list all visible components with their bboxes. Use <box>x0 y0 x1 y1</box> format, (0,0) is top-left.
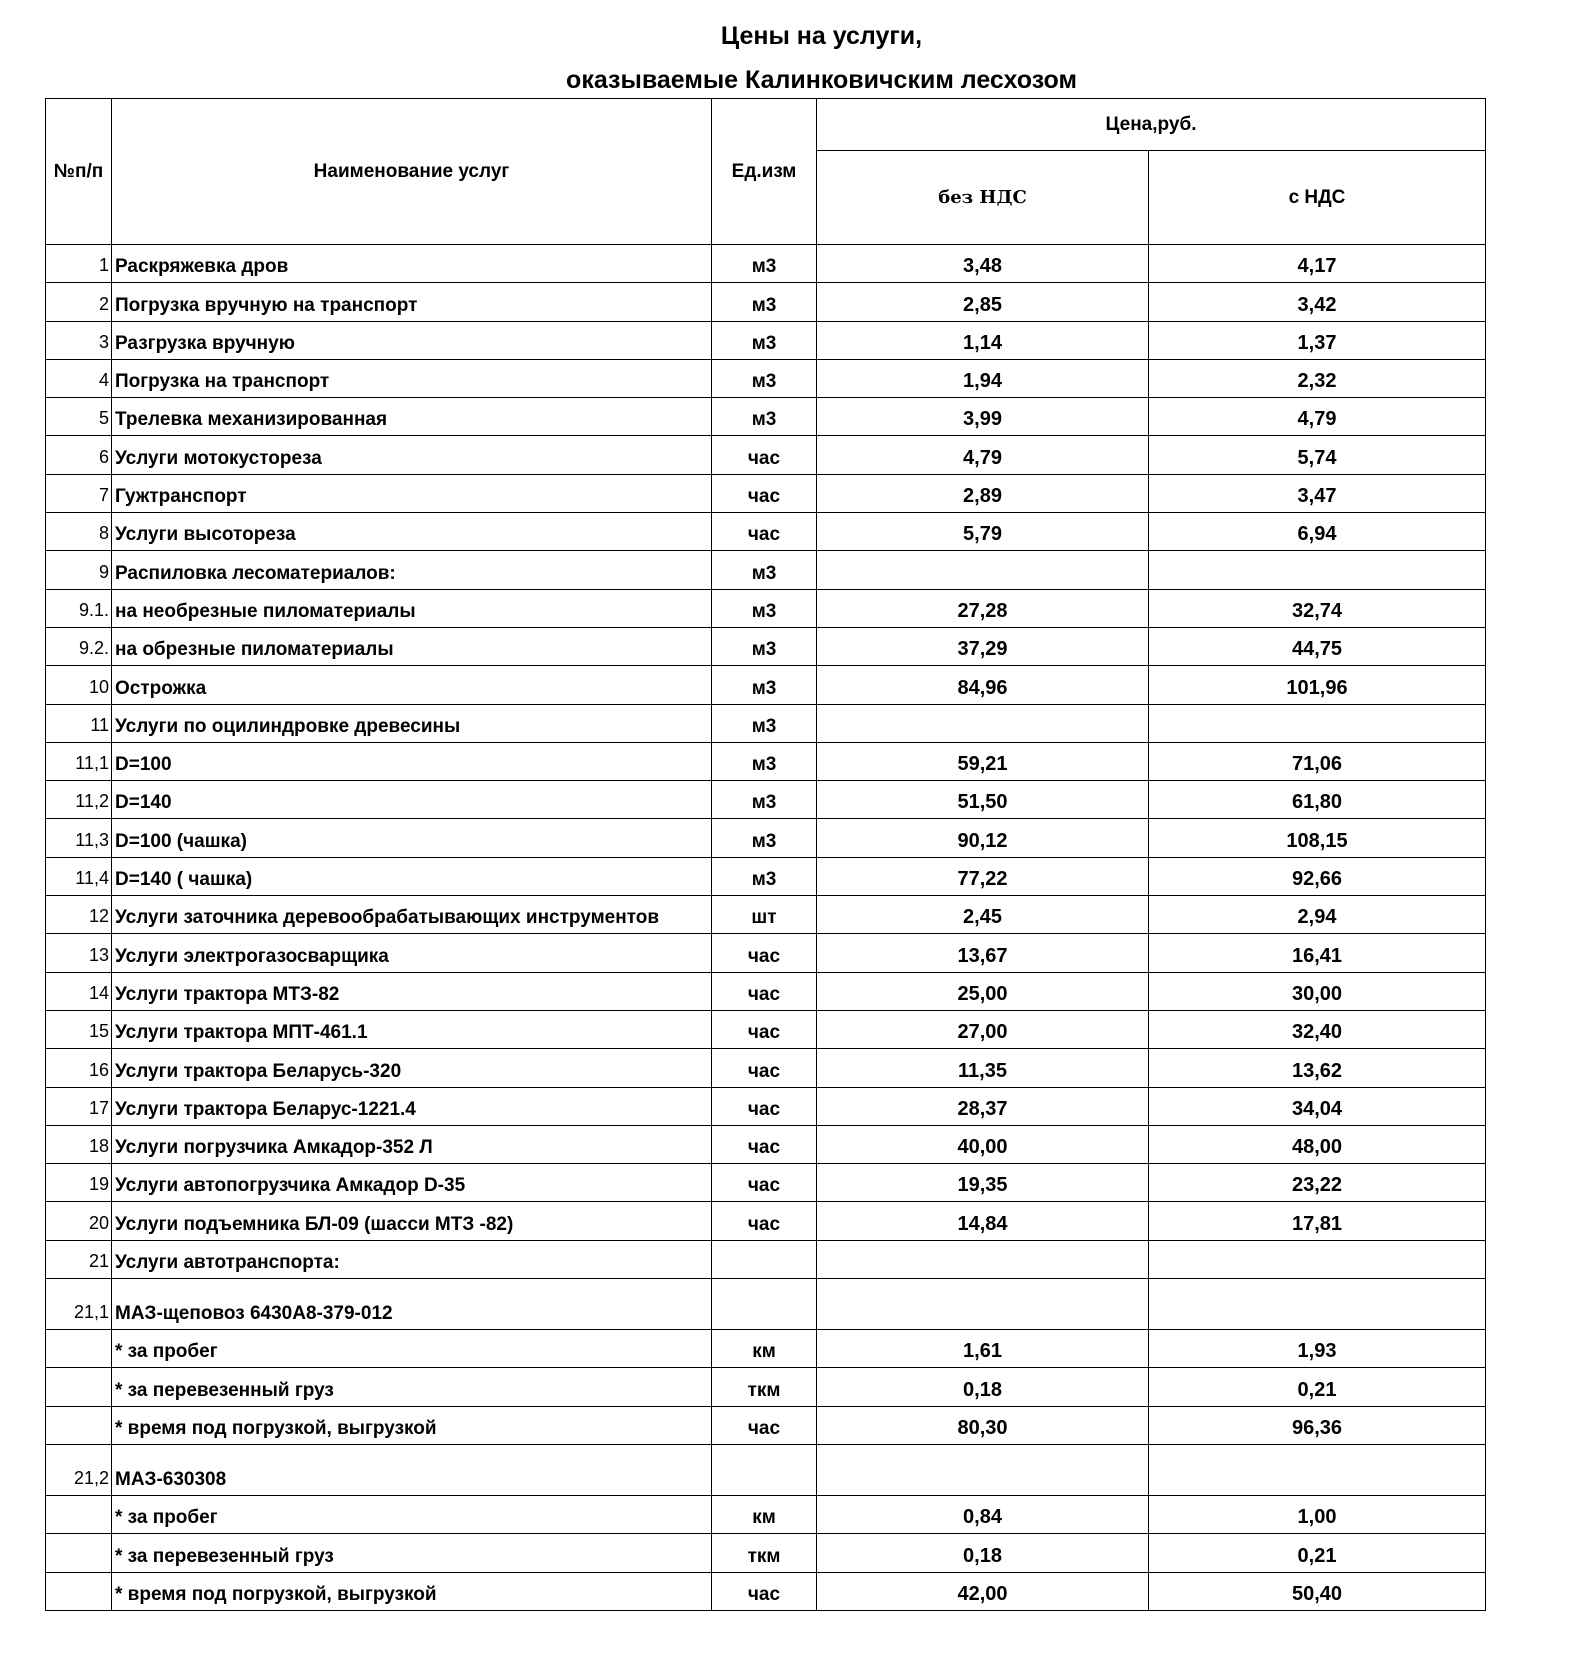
row-price-no-vat: 59,21 <box>817 742 1149 780</box>
row-number: 17 <box>46 1087 112 1125</box>
row-number: 11 <box>46 704 112 742</box>
row-unit: км <box>712 1495 817 1533</box>
row-name: * время под погрузкой, выгрузкой <box>112 1572 712 1610</box>
row-price-no-vat: 14,84 <box>817 1202 1149 1240</box>
row-price-no-vat: 37,29 <box>817 627 1149 665</box>
row-name: Гужтранспорт <box>112 474 712 512</box>
row-unit: час <box>712 474 817 512</box>
row-price-with-vat: 32,40 <box>1149 1010 1486 1048</box>
row-number: 1 <box>46 245 112 283</box>
row-unit: м3 <box>712 742 817 780</box>
row-name: Раскряжевка дров <box>112 245 712 283</box>
row-price-with-vat: 3,42 <box>1149 283 1486 321</box>
row-unit: м3 <box>712 666 817 704</box>
row-price-no-vat: 0,84 <box>817 1495 1149 1533</box>
row-price-with-vat: 92,66 <box>1149 857 1486 895</box>
table-row <box>46 857 1486 895</box>
table-row <box>46 1368 1486 1406</box>
row-price-with-vat: 17,81 <box>1149 1202 1486 1240</box>
row-number: 8 <box>46 513 112 551</box>
row-number: 21,2 <box>46 1444 112 1495</box>
row-price-with-vat: 101,96 <box>1149 666 1486 704</box>
row-price-no-vat: 0,18 <box>817 1368 1149 1406</box>
row-number: 14 <box>46 972 112 1010</box>
row-price-no-vat: 28,37 <box>817 1087 1149 1125</box>
row-number: 15 <box>46 1010 112 1048</box>
row-name: D=100 <box>112 742 712 780</box>
header-unit: Ед.изм <box>712 99 817 245</box>
table-row <box>46 1049 1486 1087</box>
row-number: 9 <box>46 551 112 589</box>
row-unit: м3 <box>712 781 817 819</box>
row-number: 21 <box>46 1240 112 1278</box>
row-price-with-vat: 6,94 <box>1149 513 1486 551</box>
row-name: D=100 (чашка) <box>112 819 712 857</box>
page-title: Цены на услуги, <box>720 22 923 50</box>
table-row <box>46 1330 1486 1368</box>
row-number: 21,1 <box>46 1279 112 1330</box>
row-name: на обрезные пиломатериалы <box>112 627 712 665</box>
row-unit: м3 <box>712 359 817 397</box>
table-row <box>46 1495 1486 1533</box>
table-row <box>46 359 1486 397</box>
row-price-no-vat: 25,00 <box>817 972 1149 1010</box>
table-row <box>46 1572 1486 1610</box>
table-row <box>46 474 1486 512</box>
row-number: 11,3 <box>46 819 112 857</box>
row-price-with-vat <box>1149 1240 1486 1278</box>
row-unit: км <box>712 1330 817 1368</box>
row-name: Услуги заточника деревообрабатывающих инструментов <box>112 896 712 934</box>
row-price-with-vat: 16,41 <box>1149 934 1486 972</box>
row-name: Услуги электрогазосварщика <box>112 934 712 972</box>
header-no-vat: без НДС <box>817 151 1149 245</box>
row-price-with-vat <box>1149 551 1486 589</box>
row-number: 6 <box>46 436 112 474</box>
table-row <box>46 436 1486 474</box>
row-price-with-vat: 1,00 <box>1149 1495 1486 1533</box>
row-unit: час <box>712 1164 817 1202</box>
row-price-no-vat: 4,79 <box>817 436 1149 474</box>
row-unit: час <box>712 934 817 972</box>
row-price-no-vat: 5,79 <box>817 513 1149 551</box>
row-unit: час <box>712 972 817 1010</box>
row-price-with-vat: 5,74 <box>1149 436 1486 474</box>
row-price-with-vat: 96,36 <box>1149 1406 1486 1444</box>
table-row <box>46 1125 1486 1163</box>
row-number: 2 <box>46 283 112 321</box>
row-unit: ткм <box>712 1368 817 1406</box>
row-name: * за пробег <box>112 1495 712 1533</box>
header-with-vat: с НДС <box>1149 151 1486 245</box>
row-name: Услуги подъемника БЛ-09 (шасси МТЗ -82) <box>112 1202 712 1240</box>
row-name: Острожка <box>112 666 712 704</box>
row-unit <box>712 1444 817 1495</box>
table-row <box>46 321 1486 359</box>
row-price-no-vat: 11,35 <box>817 1049 1149 1087</box>
row-price-no-vat: 3,48 <box>817 245 1149 283</box>
table-row <box>46 245 1486 283</box>
table-row <box>46 1279 1486 1330</box>
row-unit: час <box>712 1572 817 1610</box>
row-price-with-vat: 108,15 <box>1149 819 1486 857</box>
row-price-no-vat: 80,30 <box>817 1406 1149 1444</box>
row-unit: час <box>712 436 817 474</box>
row-number <box>46 1330 112 1368</box>
row-number: 9.1. <box>46 589 112 627</box>
row-price-with-vat <box>1149 704 1486 742</box>
row-name: D=140 ( чашка) <box>112 857 712 895</box>
table-row <box>46 1164 1486 1202</box>
row-price-with-vat: 2,94 <box>1149 896 1486 934</box>
row-name: Погрузка на транспорт <box>112 359 712 397</box>
row-name: * время под погрузкой, выгрузкой <box>112 1406 712 1444</box>
row-number <box>46 1495 112 1533</box>
row-number <box>46 1406 112 1444</box>
row-unit: м3 <box>712 283 817 321</box>
row-number: 3 <box>46 321 112 359</box>
row-name: * за перевезенный груз <box>112 1368 712 1406</box>
price-table <box>45 98 1486 1611</box>
table-row <box>46 666 1486 704</box>
row-number: 12 <box>46 896 112 934</box>
row-name: Услуги мотокустореза <box>112 436 712 474</box>
row-name: D=140 <box>112 781 712 819</box>
row-name: Услуги трактора Беларусь-320 <box>112 1049 712 1087</box>
row-price-with-vat: 4,79 <box>1149 398 1486 436</box>
row-name: Услуги автотранспорта: <box>112 1240 712 1278</box>
row-unit: м3 <box>712 398 817 436</box>
row-unit: м3 <box>712 819 817 857</box>
row-price-with-vat: 32,74 <box>1149 589 1486 627</box>
row-price-with-vat <box>1149 1444 1486 1495</box>
table-row <box>46 742 1486 780</box>
row-price-no-vat: 40,00 <box>817 1125 1149 1163</box>
row-price-with-vat: 48,00 <box>1149 1125 1486 1163</box>
row-price-with-vat: 3,47 <box>1149 474 1486 512</box>
row-number: 13 <box>46 934 112 972</box>
row-name: * за перевезенный груз <box>112 1534 712 1572</box>
row-number: 9.2. <box>46 627 112 665</box>
row-name: Услуги высотореза <box>112 513 712 551</box>
row-price-no-vat: 84,96 <box>817 666 1149 704</box>
row-price-no-vat <box>817 704 1149 742</box>
row-price-no-vat: 19,35 <box>817 1164 1149 1202</box>
row-name: Распиловка лесоматериалов: <box>112 551 712 589</box>
row-unit: м3 <box>712 704 817 742</box>
row-number: 16 <box>46 1049 112 1087</box>
row-price-with-vat: 23,22 <box>1149 1164 1486 1202</box>
row-number <box>46 1368 112 1406</box>
table-row <box>46 1534 1486 1572</box>
row-name: Погрузка вручную на транспорт <box>112 283 712 321</box>
row-price-no-vat: 2,45 <box>817 896 1149 934</box>
row-unit: ткм <box>712 1534 817 1572</box>
row-price-no-vat: 1,14 <box>817 321 1149 359</box>
row-name: Трелевка механизированная <box>112 398 712 436</box>
table-row <box>46 704 1486 742</box>
table-row <box>46 627 1486 665</box>
row-price-no-vat: 27,00 <box>817 1010 1149 1048</box>
row-price-with-vat: 0,21 <box>1149 1534 1486 1572</box>
row-price-no-vat <box>817 1279 1149 1330</box>
row-unit: час <box>712 1087 817 1125</box>
row-price-no-vat: 3,99 <box>817 398 1149 436</box>
row-price-with-vat: 0,21 <box>1149 1368 1486 1406</box>
row-name: Услуги по оцилиндровке древесины <box>112 704 712 742</box>
row-price-no-vat: 90,12 <box>817 819 1149 857</box>
row-name: Услуги трактора МТЗ-82 <box>112 972 712 1010</box>
row-unit: м3 <box>712 321 817 359</box>
header-price: Цена,руб. <box>817 99 1486 151</box>
row-name: МАЗ-630308 <box>112 1444 712 1495</box>
row-unit: шт <box>712 896 817 934</box>
row-price-no-vat: 1,61 <box>817 1330 1149 1368</box>
row-name: * за пробег <box>112 1330 712 1368</box>
row-price-with-vat: 1,93 <box>1149 1330 1486 1368</box>
row-unit: час <box>712 1010 817 1048</box>
row-unit: м3 <box>712 627 817 665</box>
row-price-with-vat <box>1149 1279 1486 1330</box>
row-unit: м3 <box>712 245 817 283</box>
row-price-no-vat: 77,22 <box>817 857 1149 895</box>
table-row <box>46 1240 1486 1278</box>
row-price-no-vat: 51,50 <box>817 781 1149 819</box>
row-price-with-vat: 13,62 <box>1149 1049 1486 1087</box>
row-unit: час <box>712 1406 817 1444</box>
row-number <box>46 1534 112 1572</box>
row-unit: м3 <box>712 551 817 589</box>
row-price-with-vat: 1,37 <box>1149 321 1486 359</box>
header-no: №п/п <box>46 99 112 245</box>
row-price-with-vat: 61,80 <box>1149 781 1486 819</box>
row-price-no-vat: 42,00 <box>817 1572 1149 1610</box>
table-row <box>46 934 1486 972</box>
row-number: 10 <box>46 666 112 704</box>
row-unit: час <box>712 513 817 551</box>
row-number: 18 <box>46 1125 112 1163</box>
row-number: 20 <box>46 1202 112 1240</box>
table-row <box>46 1406 1486 1444</box>
row-price-no-vat: 1,94 <box>817 359 1149 397</box>
header-name: Наименование услуг <box>112 99 712 245</box>
table-row <box>46 819 1486 857</box>
row-unit: час <box>712 1125 817 1163</box>
row-price-no-vat <box>817 1240 1149 1278</box>
row-number: 19 <box>46 1164 112 1202</box>
row-price-with-vat: 30,00 <box>1149 972 1486 1010</box>
table-row <box>46 972 1486 1010</box>
row-name: Услуги трактора МПТ-461.1 <box>112 1010 712 1048</box>
row-number: 11,1 <box>46 742 112 780</box>
table-row <box>46 1202 1486 1240</box>
row-price-no-vat: 2,85 <box>817 283 1149 321</box>
row-number: 11,2 <box>46 781 112 819</box>
row-price-no-vat: 0,18 <box>817 1534 1149 1572</box>
table-row <box>46 1087 1486 1125</box>
row-number <box>46 1572 112 1610</box>
table-body <box>46 245 1486 1611</box>
row-name: на необрезные пиломатериалы <box>112 589 712 627</box>
row-unit: м3 <box>712 589 817 627</box>
table-row <box>46 896 1486 934</box>
row-price-with-vat: 71,06 <box>1149 742 1486 780</box>
row-unit: час <box>712 1049 817 1087</box>
table-row <box>46 551 1486 589</box>
page-subtitle: оказываемые Калинковичским лесхозом <box>566 66 1077 94</box>
row-price-no-vat: 27,28 <box>817 589 1149 627</box>
row-price-no-vat: 2,89 <box>817 474 1149 512</box>
row-unit: час <box>712 1202 817 1240</box>
table-row <box>46 513 1486 551</box>
table-row <box>46 283 1486 321</box>
row-unit <box>712 1240 817 1278</box>
row-price-with-vat: 4,17 <box>1149 245 1486 283</box>
row-price-no-vat <box>817 551 1149 589</box>
row-number: 7 <box>46 474 112 512</box>
row-name: Услуги трактора Беларус-1221.4 <box>112 1087 712 1125</box>
row-price-no-vat <box>817 1444 1149 1495</box>
row-name: Разгрузка вручную <box>112 321 712 359</box>
row-unit: м3 <box>712 857 817 895</box>
row-name: МАЗ-щеповоз 6430А8-379-012 <box>112 1279 712 1330</box>
row-name: Услуги автопогрузчика Амкадор D-35 <box>112 1164 712 1202</box>
table-row <box>46 398 1486 436</box>
table-row <box>46 1010 1486 1048</box>
row-price-with-vat: 44,75 <box>1149 627 1486 665</box>
row-price-with-vat: 50,40 <box>1149 1572 1486 1610</box>
row-name: Услуги погрузчика Амкадор-352 Л <box>112 1125 712 1163</box>
row-number: 11,4 <box>46 857 112 895</box>
row-number: 5 <box>46 398 112 436</box>
row-price-with-vat: 2,32 <box>1149 359 1486 397</box>
table-row <box>46 1444 1486 1495</box>
row-unit <box>712 1279 817 1330</box>
table-row <box>46 781 1486 819</box>
row-number: 4 <box>46 359 112 397</box>
table-row <box>46 589 1486 627</box>
row-price-no-vat: 13,67 <box>817 934 1149 972</box>
row-price-with-vat: 34,04 <box>1149 1087 1486 1125</box>
